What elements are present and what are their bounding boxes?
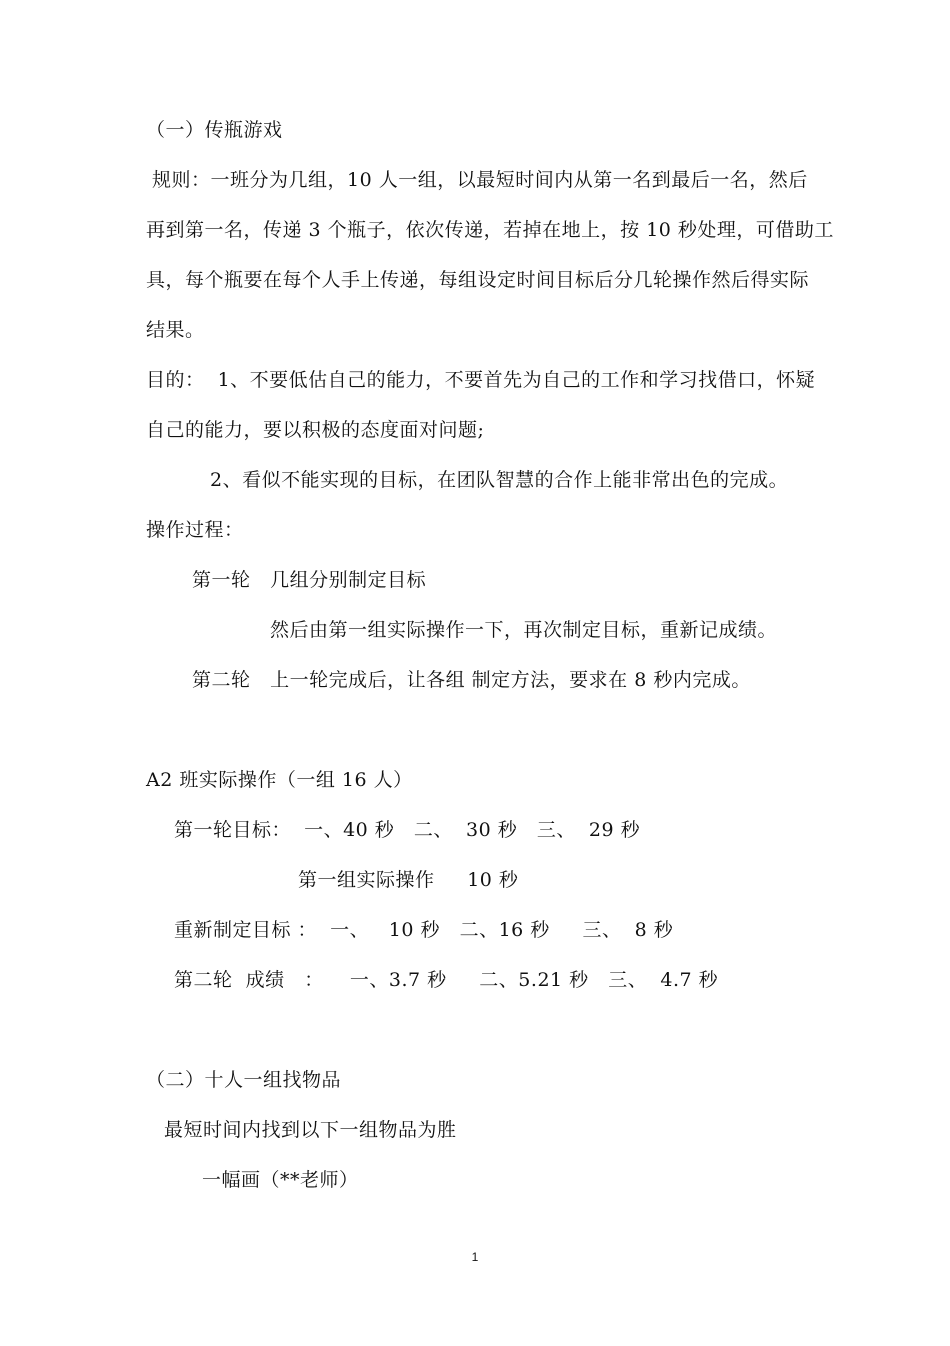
a2-result-line: 第一组实际操作 10 秒: [298, 869, 519, 891]
section1-title: （一）传瓶游戏: [146, 119, 283, 141]
a2-heading: A2 班实际操作（一组 16 人）: [146, 769, 413, 791]
a2-result-line: 第二轮 成绩 ： 一、3.7 秒 二、5.21 秒 三、 4.7 秒: [174, 969, 719, 991]
process-step: 第二轮 上一轮完成后，让各组 制定方法，要求在 8 秒内完成。: [192, 669, 751, 691]
a2-result-line: 重新制定目标 ： 一、 10 秒 二、16 秒 三、 8 秒: [174, 919, 674, 941]
rules-line: 再到第一名，传递 3 个瓶子，依次传递，若掉在地上，按 10 秒处理，可借助工: [146, 219, 834, 241]
process-heading: 操作过程：: [146, 519, 244, 541]
process-step: 第一轮 几组分别制定目标: [192, 569, 427, 591]
a2-result-line: 第一轮目标： 一、40 秒 二、 30 秒 三、 29 秒: [174, 819, 641, 841]
purpose-line: 自己的能力，要以积极的态度面对问题;: [146, 419, 485, 441]
section2-item: 一幅画（**老师）: [202, 1169, 359, 1191]
rules-line: 结果。: [146, 319, 205, 341]
section2-intro: 最短时间内找到以下一组物品为胜: [164, 1119, 457, 1141]
purpose-line: 目的： 1、不要低估自己的能力，不要首先为自己的工作和学习找借口，怀疑: [146, 369, 816, 391]
rules-line: 具，每个瓶要在每个人手上传递，每组设定时间目标后分几轮操作然后得实际: [146, 269, 810, 291]
purpose-line: 2、看似不能实现的目标，在团队智慧的合作上能非常出色的完成。: [210, 469, 789, 491]
rules-line: 规则：一班分为几组，10 人一组，以最短时间内从第一名到最后一名，然后: [152, 169, 808, 191]
section2-title: （二）十人一组找物品: [146, 1069, 342, 1091]
process-step: 然后由第一组实际操作一下，再次制定目标，重新记成绩。: [270, 619, 778, 641]
page-number: 1: [471, 1250, 479, 1264]
